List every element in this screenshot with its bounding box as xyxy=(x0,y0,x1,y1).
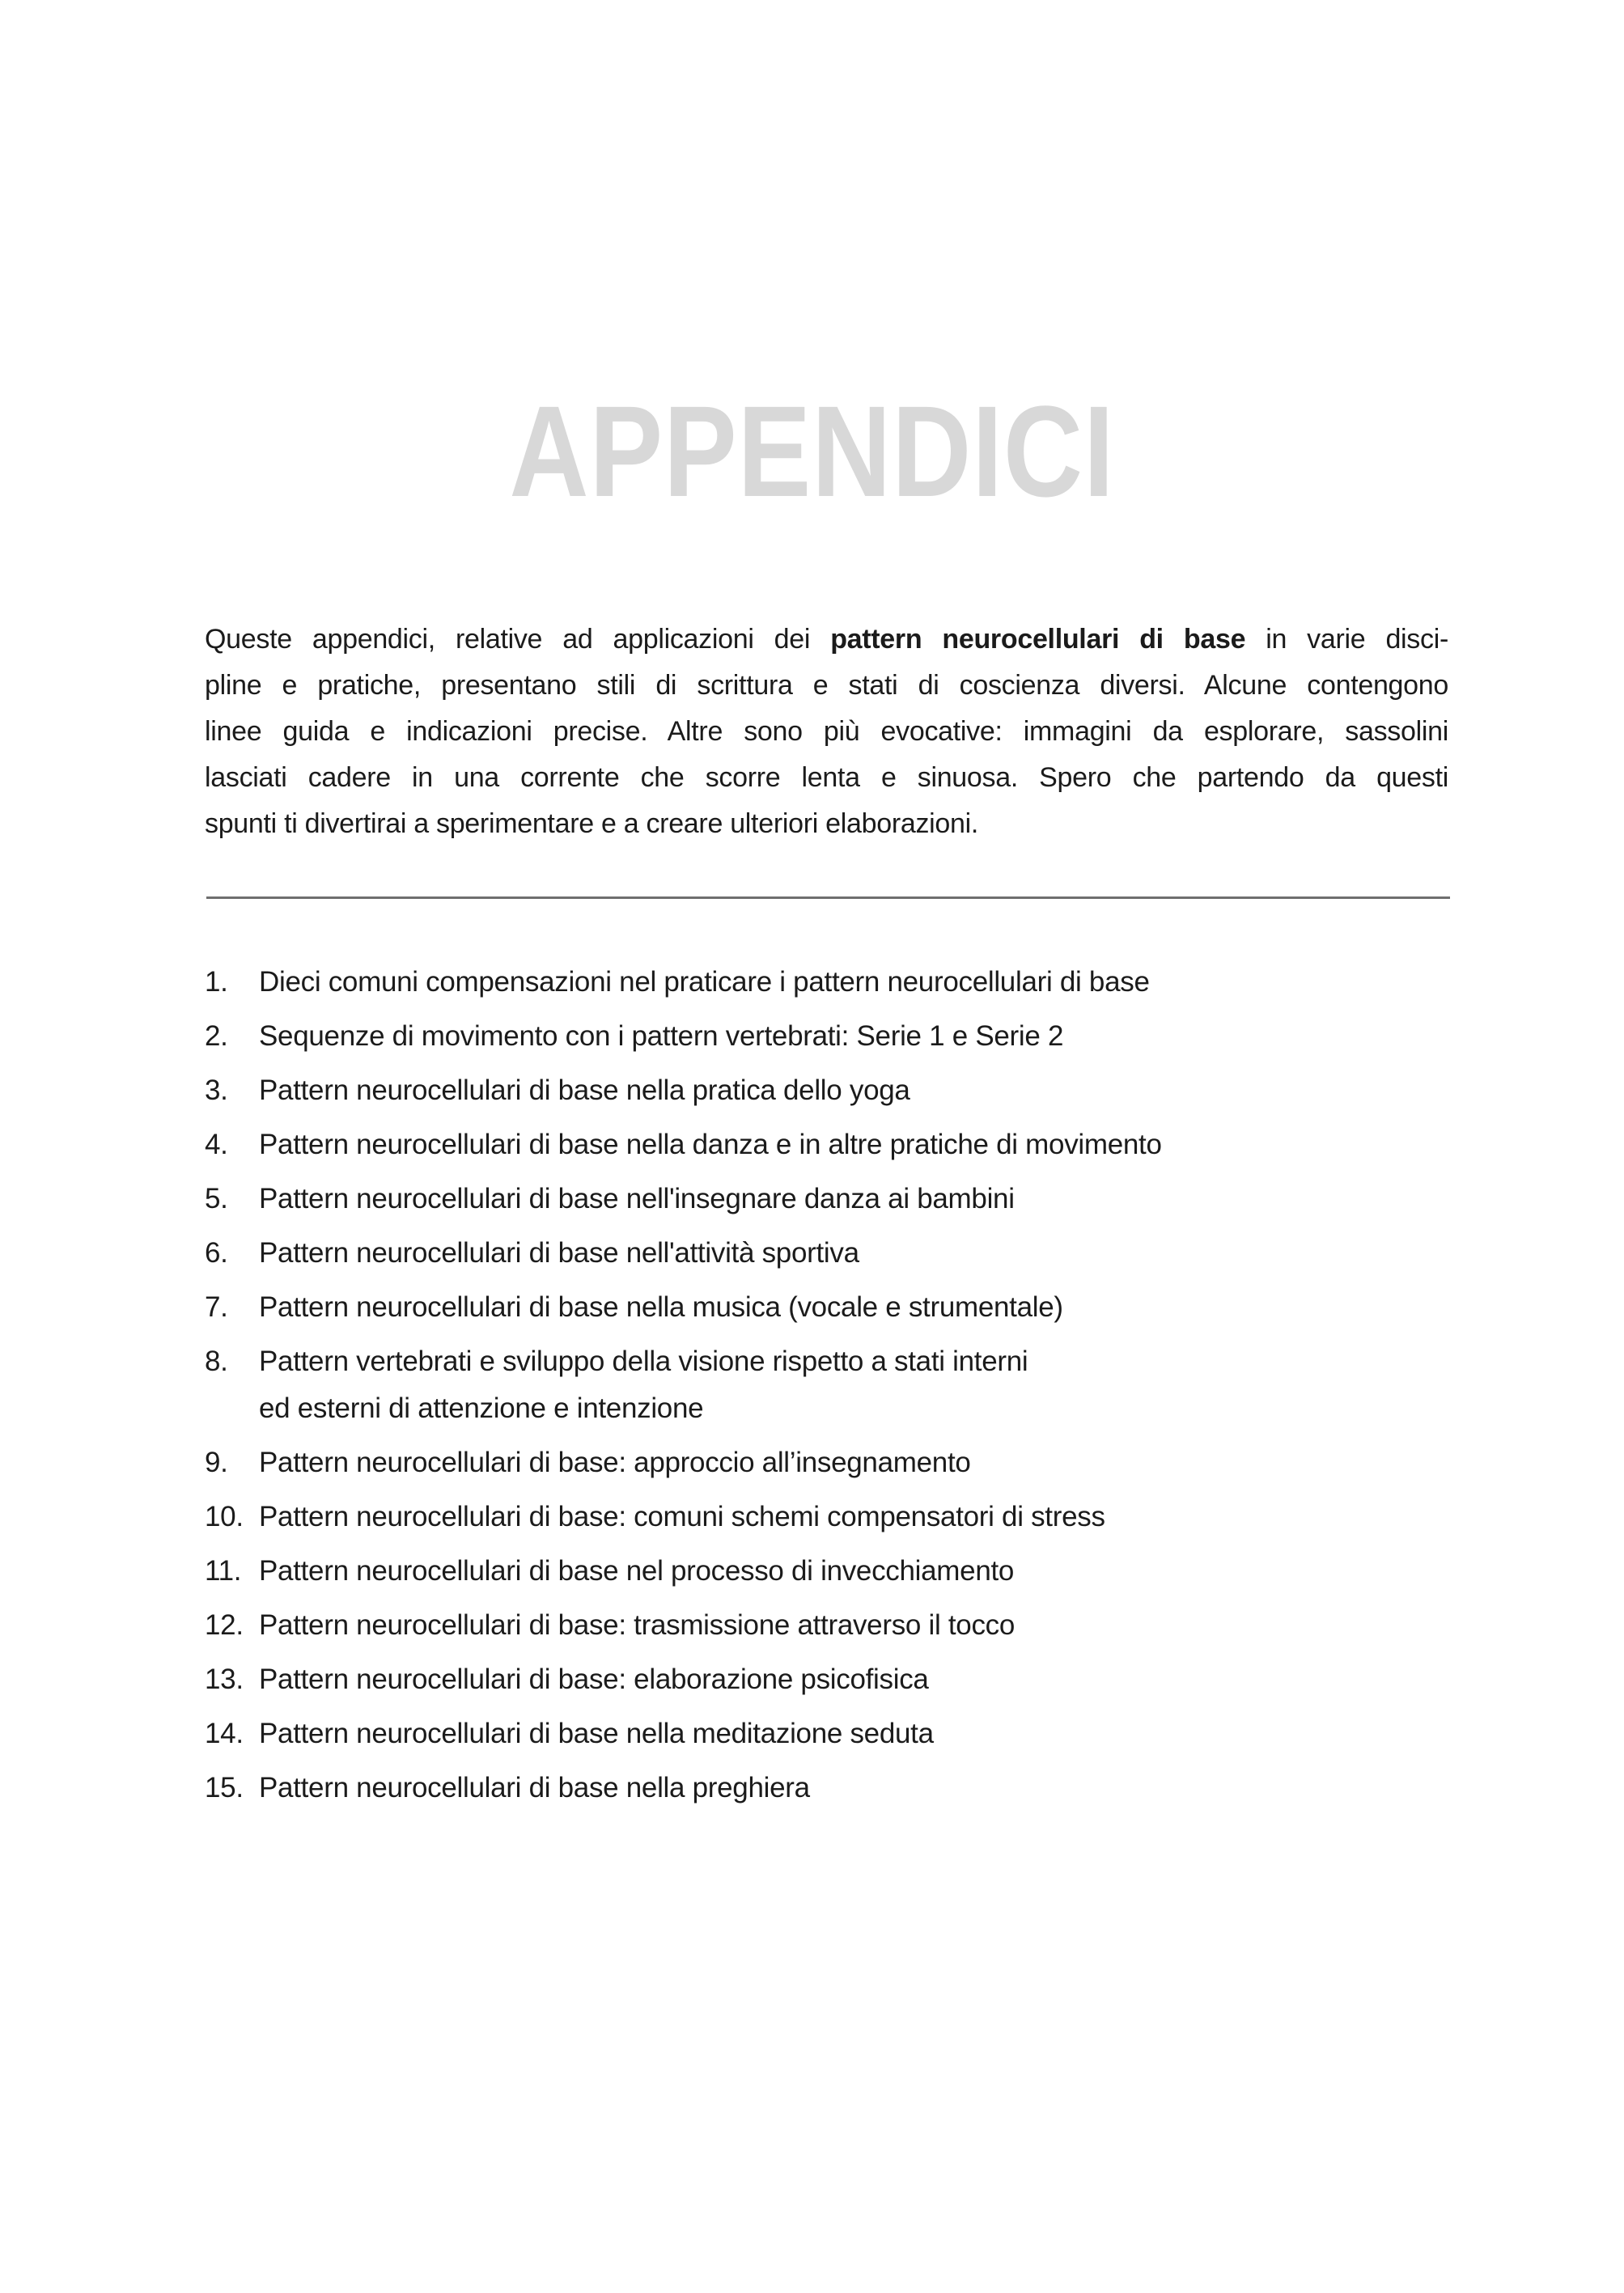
item-text: Pattern neurocellulari di base nella danza e in altre pratiche di movimento xyxy=(259,1129,1162,1160)
list-item xyxy=(205,959,1467,1006)
item-number: 4. xyxy=(205,1129,228,1160)
item-number: 15. xyxy=(205,1772,244,1803)
appendix-list xyxy=(205,959,1467,1819)
item-number: 3. xyxy=(205,1074,228,1106)
item-text: Pattern neurocellulari di base nella preghiera xyxy=(259,1772,810,1803)
item-text: Pattern neurocellulari di base nel processo di invecchiamento xyxy=(259,1555,1015,1587)
list-item xyxy=(205,1494,1467,1541)
section-divider xyxy=(206,896,1450,899)
list-item xyxy=(205,1710,1467,1757)
intro-paragraph xyxy=(205,617,1448,847)
item-text: Pattern neurocellulari di base nell'insegnare danza ai bambini xyxy=(259,1183,1015,1214)
list-item xyxy=(205,1548,1467,1595)
item-number: 9. xyxy=(205,1447,228,1478)
item-text: Pattern neurocellulari di base nella pratica dello yoga xyxy=(259,1074,910,1106)
item-text: Pattern neurocellulari di base nell'attività sportiva xyxy=(259,1237,859,1269)
item-number: 11. xyxy=(205,1555,242,1587)
item-text: Pattern neurocellulari di base: elaborazione psicofisica xyxy=(259,1664,929,1695)
list-item xyxy=(205,1067,1467,1114)
item-number: 6. xyxy=(205,1237,228,1269)
list-item xyxy=(205,1230,1467,1277)
item-text: Pattern neurocellulari di base nella meditazione seduta xyxy=(259,1718,934,1749)
list-item xyxy=(205,1013,1467,1060)
intro-line-1-post: in varie disci- xyxy=(1245,624,1448,655)
intro-line-1 xyxy=(205,617,1448,663)
list-item xyxy=(205,1284,1467,1331)
list-item xyxy=(205,1602,1467,1649)
intro-line-3: linee guida e indicazioni precise. Altre sono più evocative: immagini da esplorare, sassolini xyxy=(205,716,1448,747)
item-text: Pattern neurocellulari di base nella musica (vocale e strumentale) xyxy=(259,1291,1063,1323)
item-number: 14. xyxy=(205,1718,244,1749)
item-number: 10. xyxy=(205,1501,244,1532)
list-item xyxy=(205,1121,1467,1168)
item-text: Pattern vertebrati e sviluppo della visione rispetto a stati interni ed esterni di attenzione e intenzione xyxy=(259,1346,1028,1424)
list-item xyxy=(205,1656,1467,1703)
list-item xyxy=(205,1439,1467,1486)
item-number: 5. xyxy=(205,1183,228,1214)
intro-line-2: pline e pratiche, presentano stili di scrittura e stati di coscienza diversi. Alcune contengono xyxy=(205,670,1448,701)
item-text: Pattern neurocellulari di base: trasmissione attraverso il tocco xyxy=(259,1609,1016,1641)
list-item xyxy=(205,1176,1467,1223)
intro-line-4: lasciati cadere in una corrente che scorre lenta e sinuosa. Spero che partendo da questi xyxy=(205,762,1448,793)
item-number: 7. xyxy=(205,1291,228,1323)
item-text: Pattern neurocellulari di base: comuni schemi compensatori di stress xyxy=(259,1501,1105,1532)
item-text: Pattern neurocellulari di base: approccio all’insegnamento xyxy=(259,1447,971,1478)
list-item xyxy=(205,1338,1467,1432)
intro-line-5: spunti ti divertirai a sperimentare e a creare ulteriori elaborazioni. xyxy=(205,808,979,839)
page-title: APPENDICI xyxy=(509,379,1115,523)
item-number: 13. xyxy=(205,1664,244,1695)
item-text: Dieci comuni compensazioni nel praticare i pattern neurocellulari di base xyxy=(259,966,1150,998)
intro-line-1-bold: pattern neurocellulari di base xyxy=(830,624,1246,655)
item-number: 8. xyxy=(205,1346,228,1377)
item-text: Sequenze di movimento con i pattern vertebrati: Serie 1 e Serie 2 xyxy=(259,1020,1064,1052)
intro-line-1-pre: Queste appendici, relative ad applicazioni dei xyxy=(205,624,831,655)
list-item xyxy=(205,1765,1467,1812)
item-number: 1. xyxy=(205,966,228,998)
item-number: 12. xyxy=(205,1609,244,1641)
item-number: 2. xyxy=(205,1020,228,1052)
